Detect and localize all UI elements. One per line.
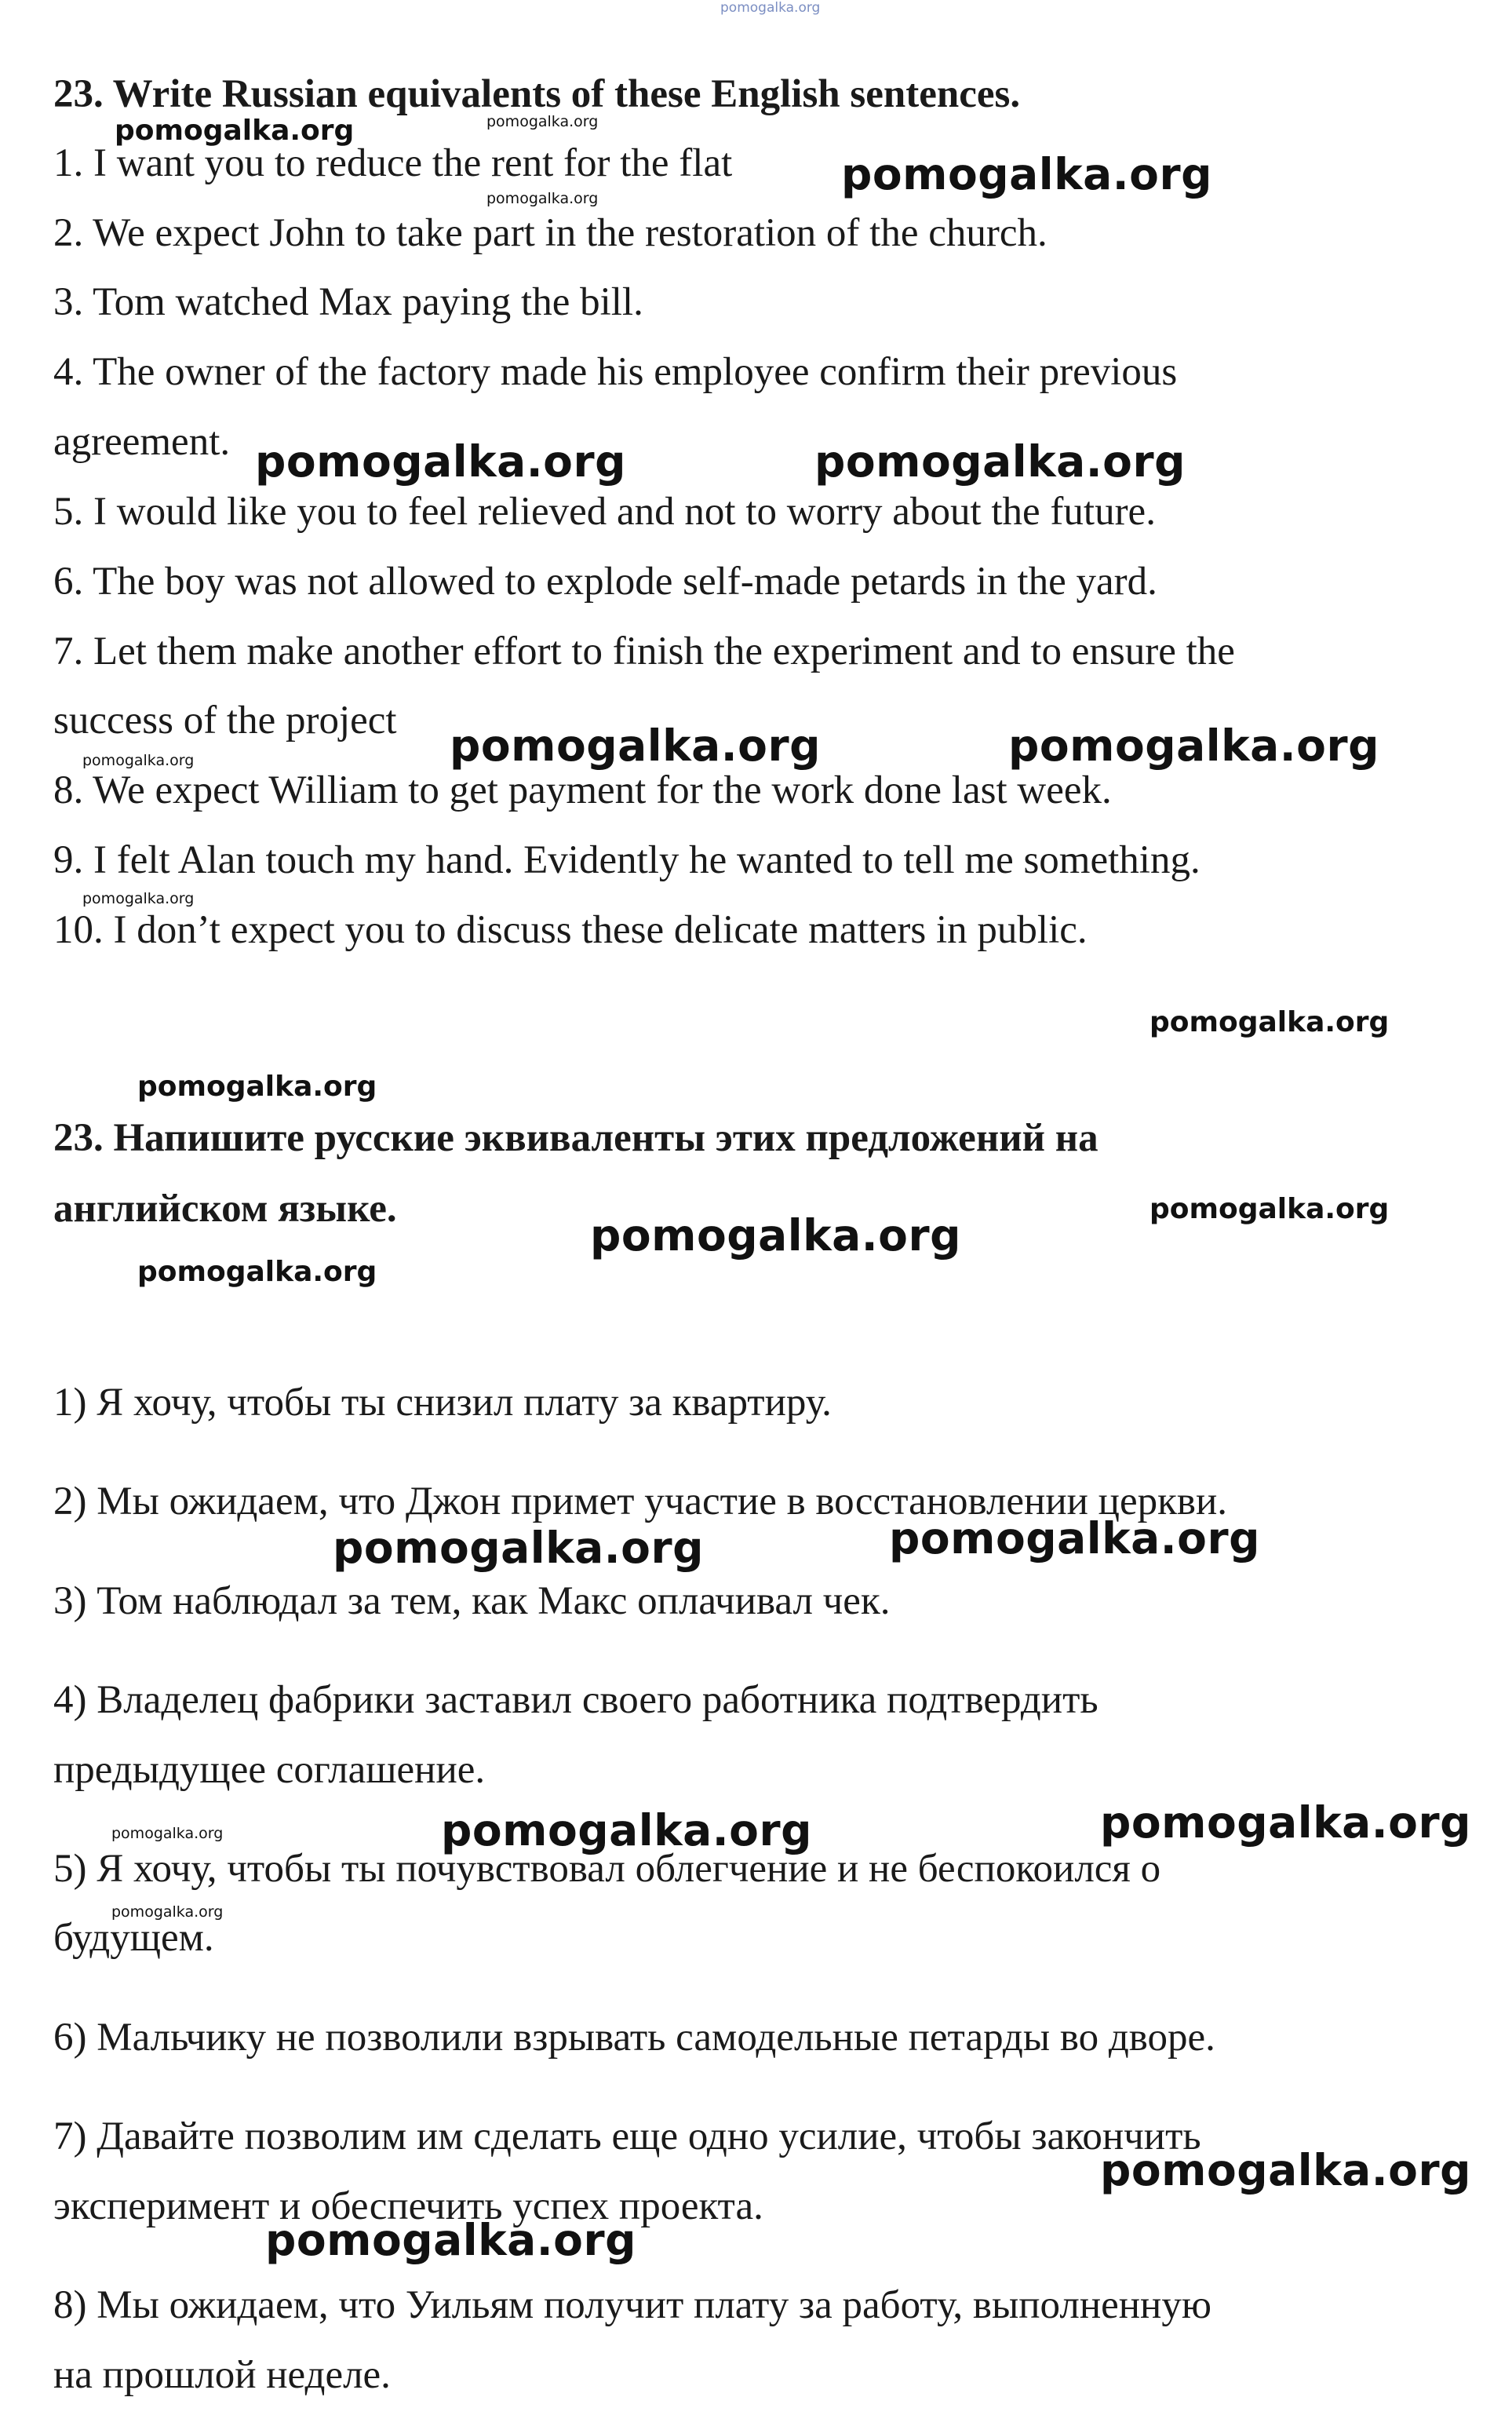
- watermark: pomogalka.org: [441, 1805, 812, 1855]
- watermark: pomogalka.org: [1100, 1797, 1471, 1848]
- english-line-6: 6. The boy was not allowed to explode self-made petards in the yard.: [53, 560, 1157, 604]
- russian-line-1: 1) Я хочу, чтобы ты снизил плату за квартиру.: [53, 1381, 832, 1425]
- russian-heading-line1: 23. Напишите русские эквиваленты этих предложений на: [53, 1116, 1098, 1160]
- english-line-9: 9. I felt Alan touch my hand. Evidently he wanted to tell me something.: [53, 838, 1200, 882]
- english-line-1: 1. I want you to reduce the rent for the flat: [53, 141, 733, 185]
- russian-line-3: 3) Том наблюдал за тем, как Макс оплачивал чек.: [53, 1579, 891, 1623]
- watermark: pomogalka.org: [486, 113, 599, 130]
- english-line-3: 3. Tom watched Max paying the bill.: [53, 280, 643, 324]
- russian-line-8: 8) Мы ожидаем, что Уильям получит плату за работу, выполненную: [53, 2283, 1211, 2327]
- russian-line-4-cont: предыдущее соглашение.: [53, 1748, 486, 1792]
- english-line-7-cont: success of the project: [53, 699, 397, 742]
- watermark: pomogalka.org: [486, 190, 599, 207]
- russian-line-6: 6) Мальчику не позволили взрывать самодельные петарды во дворе.: [53, 2016, 1215, 2060]
- russian-line-4: 4) Владелец фабрики заставил своего работника подтвердить: [53, 1678, 1098, 1722]
- english-line-4-cont: agreement.: [53, 420, 231, 464]
- watermark: pomogalka.org: [82, 890, 195, 907]
- watermark: pomogalka.org: [265, 2215, 636, 2265]
- watermark: pomogalka.org: [1008, 721, 1379, 771]
- watermark: pomogalka.org: [450, 721, 821, 771]
- english-line-5: 5. I would like you to feel relieved and not to worry about the future.: [53, 490, 1156, 534]
- watermark: pomogalka.org: [841, 149, 1212, 199]
- english-line-4: 4. The owner of the factory made his employee confirm their previous: [53, 350, 1178, 394]
- russian-line-5: 5) Я хочу, чтобы ты почувствовал облегчение и не беспокоился о: [53, 1847, 1161, 1891]
- watermark: pomogalka.org: [814, 436, 1186, 487]
- watermark: pomogalka.org: [1100, 2145, 1471, 2195]
- watermark: pomogalka.org: [111, 1825, 224, 1842]
- watermark: pomogalka.org: [137, 1256, 377, 1288]
- russian-line-8-cont: на прошлой неделе.: [53, 2353, 391, 2397]
- english-line-8: 8. We expect William to get payment for the work done last week.: [53, 768, 1112, 812]
- russian-line-5-cont: будущем.: [53, 1916, 214, 1960]
- watermark: pomogalka.org: [333, 1523, 704, 1573]
- watermark: pomogalka.org: [1149, 1193, 1390, 1225]
- watermark: pomogalka.org: [137, 1071, 377, 1103]
- russian-line-7: 7) Давайте позволим им сделать еще одно усилие, чтобы закончить: [53, 2114, 1201, 2158]
- russian-heading-line2: английском языке.: [53, 1187, 397, 1231]
- site-label: pomogalka.org: [720, 0, 821, 16]
- watermark: pomogalka.org: [1149, 1006, 1390, 1038]
- russian-line-7-cont: эксперимент и обеспечить успех проекта.: [53, 2184, 763, 2228]
- watermark: pomogalka.org: [111, 1903, 224, 1921]
- watermark: pomogalka.org: [82, 752, 195, 769]
- watermark: pomogalka.org: [889, 1513, 1260, 1563]
- english-line-2: 2. We expect John to take part in the restoration of the church.: [53, 211, 1047, 255]
- watermark: pomogalka.org: [115, 115, 355, 147]
- watermark: pomogalka.org: [590, 1210, 961, 1261]
- russian-line-2: 2) Мы ожидаем, что Джон примет участие в восстановлении церкви.: [53, 1479, 1227, 1523]
- english-line-10: 10. I don’t expect you to discuss these delicate matters in public.: [53, 908, 1088, 952]
- english-heading: 23. Write Russian equivalents of these English sentences.: [53, 72, 1021, 116]
- watermark: pomogalka.org: [255, 436, 626, 487]
- english-line-7: 7. Let them make another effort to finish the experiment and to ensure the: [53, 629, 1235, 673]
